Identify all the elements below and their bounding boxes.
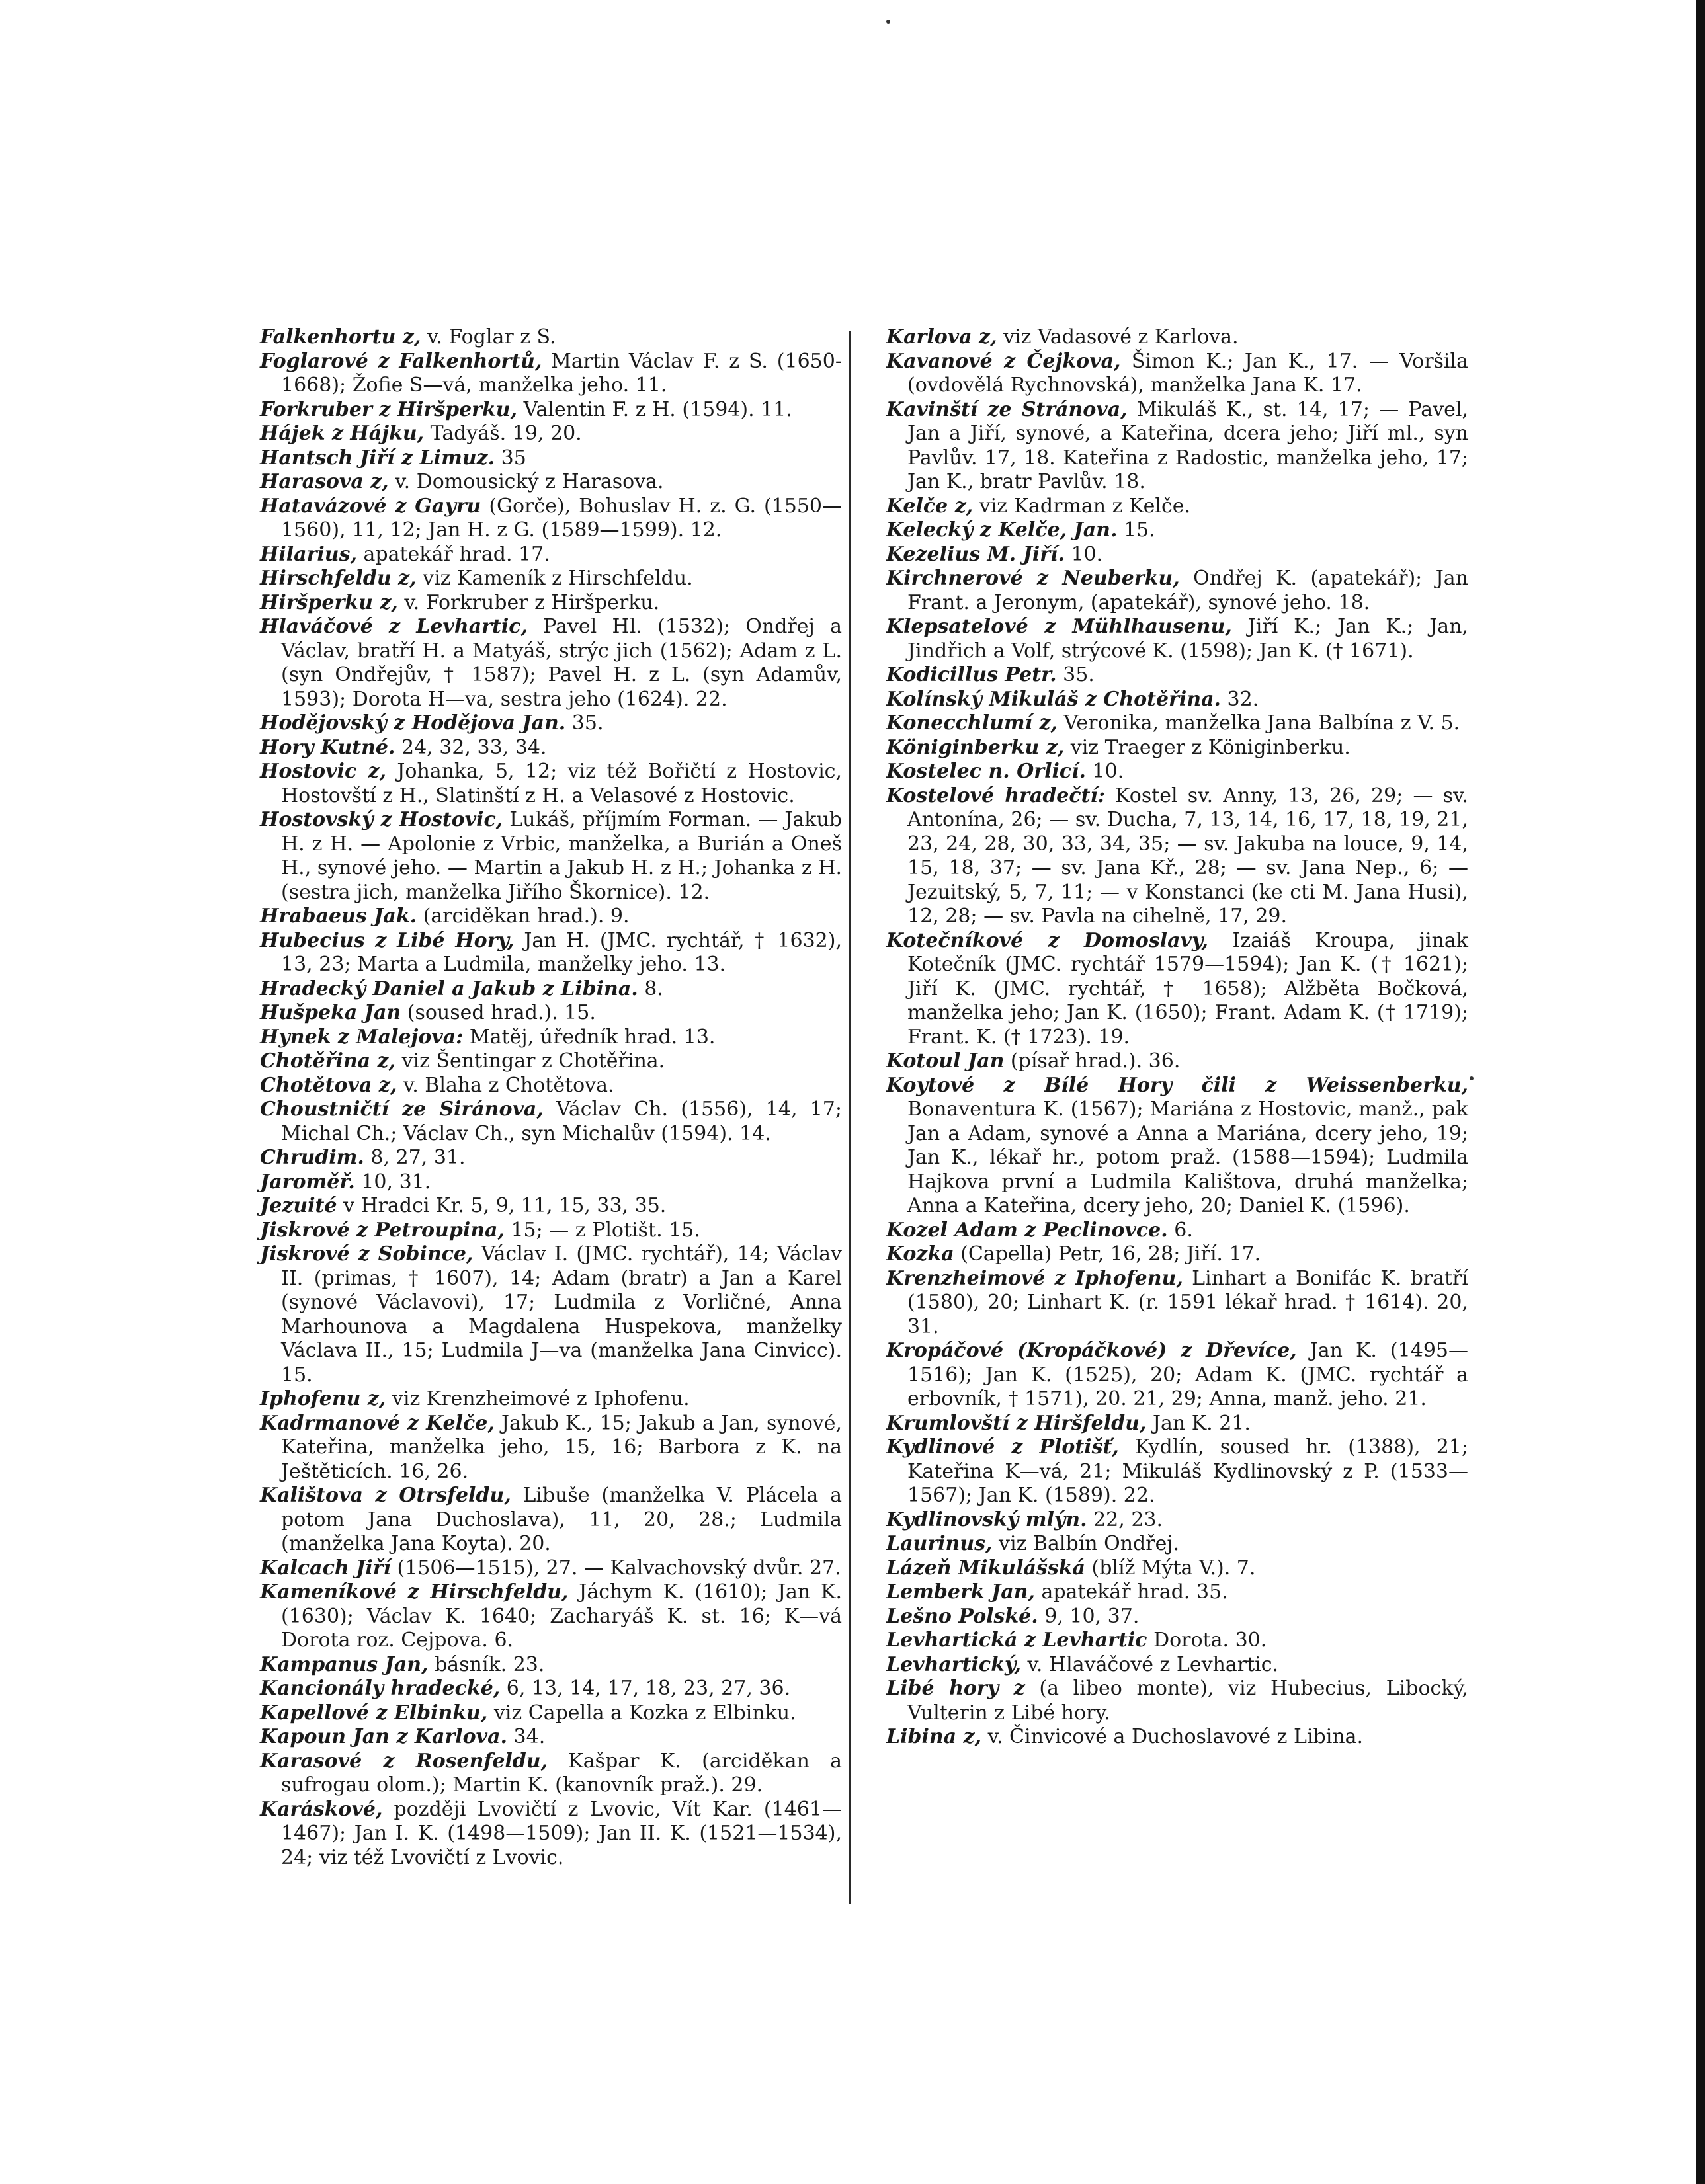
index-entry — [260, 1026, 842, 1050]
entry-heading: Hubecius z Libé Hory, — [260, 928, 515, 952]
entry-text: 24, 32, 33, 34. — [395, 735, 547, 759]
entry-heading: Kozka — [886, 1242, 954, 1266]
entry-text: 10. — [1086, 760, 1124, 783]
entry-heading: Kancionály hradecké, — [260, 1677, 501, 1700]
entry-text: viz Šentingar z Chotěřina. — [395, 1049, 665, 1072]
entry-text: (blíž Mýta V.). 7. — [1085, 1556, 1256, 1580]
entry-heading: Kelecký z Kelče, Jan. — [886, 518, 1118, 542]
entry-text: viz Capella a Kozka z Elbinku. — [487, 1701, 796, 1724]
entry-heading: Kolínský Mikuláš z Chotěřina. — [886, 687, 1221, 711]
entry-heading: Hostovský z Hostovic, — [260, 808, 503, 831]
entry-text: (soused hrad.). 15. — [401, 1001, 596, 1024]
index-entry — [260, 1242, 842, 1387]
entry-text: 10, 31. — [354, 1170, 431, 1193]
entry-heading: Hory Kutné. — [260, 735, 395, 759]
index-entry — [886, 567, 1468, 615]
index-entry — [260, 1074, 842, 1098]
index-entry — [886, 1049, 1468, 1074]
column-divider — [849, 331, 851, 1904]
entry-heading: Hilarius, — [260, 542, 357, 566]
index-entry — [260, 615, 842, 711]
entry-text: viz Vadasové z Karlova. — [997, 325, 1239, 348]
entry-text: v. Foglar z S. — [421, 325, 556, 348]
entry-text: Jiří K.; Jan K.; Jan, Jindřich a Volf, strýcové K. (1598); Jan K. († 1671). — [907, 615, 1468, 663]
index-entry — [886, 615, 1468, 663]
entry-heading: Hájek z Hájku, — [260, 422, 425, 445]
entry-heading: Kezelius M. Jiří. — [886, 542, 1065, 566]
entry-text: 15. — [1117, 518, 1155, 542]
index-entry — [260, 495, 842, 543]
entry-text: (písař hrad.). 36. — [1004, 1049, 1181, 1072]
entry-heading: Kozel Adam z Peclinovce. — [886, 1218, 1168, 1242]
entry-text: později Lvovičtí z Lvovic, Vít Kar. (1461—1467); Jan I. K. (1498—1509); Jan II. K. (1521—1534), 24; viz též Lvovičtí z Lvovic. — [281, 1797, 842, 1869]
entry-heading: Kavinští ze Stránova, — [886, 397, 1128, 421]
entry-text: Valentin F. z H. (1594). 11. — [517, 397, 792, 421]
index-entry — [886, 543, 1468, 567]
entry-text: 35 — [495, 446, 526, 469]
index-entry — [886, 1653, 1468, 1678]
index-entry — [260, 1677, 842, 1701]
entry-text: Bonaventura K. (1567); Mariána z Hostovic, manž., pak Jan a Adam, synové a Anna a Mariána, dcery jeho, 19; Jan K., lékař hr., potom praž. (1588—1594); Ludmila Hajkova první a Ludmila Kalištova, druhá manželka; Anna a Kateřina, dcery jeho, 20; Daniel K. (1596). — [907, 1098, 1468, 1217]
entry-text: Ondřej K. (apatekář); Jan Frant. a Jeronym, (apatekář), synové jeho. 18. — [907, 567, 1468, 614]
index-entry — [260, 760, 842, 808]
index-entry — [260, 736, 842, 760]
entry-text: 15; — z Plotišt. 15. — [504, 1218, 700, 1242]
index-entry — [260, 1750, 842, 1798]
index-entry — [260, 1580, 842, 1653]
index-entry — [260, 1798, 842, 1871]
entry-heading: Jezuité — [260, 1194, 337, 1217]
entry-text: Mikuláš K., st. 14, 17; — Pavel, Jan a Jiří, synové, a Kateřina, dcera jeho; Jiří ml., syn Pavlův. 17, 18. Kateřina z Radostic, manželka jeho, 17; Jan K., bratr Pavlův. 18. — [907, 397, 1468, 493]
index-entry — [886, 350, 1468, 398]
entry-text: 35. — [1056, 663, 1095, 686]
entry-text: Šimon K.; Jan K., 17. — Voršila (ovdovělá Rychnovská), manželka Jana K. 17. — [907, 349, 1469, 397]
index-entry — [260, 1653, 842, 1678]
index-entry — [260, 711, 842, 736]
entry-text: Pavel Hl. (1532); Ondřej a Václav, bratří H. a Matyáš, strýc jich (1562); Adam z L. (syn Ondřejův, † 1587); Pavel H. z L. (syn Adamův, 1593); Dorota H—va, sestra jeho (1624). 22. — [281, 615, 843, 711]
entry-heading: Kodicillus Petr. — [886, 663, 1057, 686]
index-entry — [260, 905, 842, 929]
entry-text: Martin Václav F. z S. (1650-1668); Žofie S—vá, manželka jeho. 11. — [281, 349, 842, 397]
index-entry — [886, 1725, 1468, 1750]
index-entry — [260, 1412, 842, 1484]
entry-heading: Libina z, — [886, 1725, 982, 1748]
index-entry — [886, 1219, 1468, 1243]
index-column-right — [886, 325, 1468, 1750]
index-entry — [886, 495, 1468, 519]
entry-text: Jan K. 21. — [1146, 1411, 1251, 1435]
index-entry — [886, 784, 1468, 929]
index-entry — [260, 1219, 842, 1243]
entry-heading: Forkruber z Hiršperku, — [260, 397, 518, 421]
entry-heading: Iphofenu z, — [260, 1387, 386, 1410]
index-entry — [886, 929, 1468, 1050]
entry-text: 10. — [1064, 542, 1103, 566]
entry-heading: Karlova z, — [886, 325, 997, 348]
entry-text: Lukáš, příjmím Forman. — Jakub H. z H. — Apolonie z Vrbic, manželka, a Burián a Oneš H., synové jeho. — Martin a Jakub H. z H.; Johanka z H. (sestra jich, manželka Jiřího Škornice). 12. — [281, 808, 843, 904]
index-entry — [260, 422, 842, 446]
index-entry — [260, 1170, 842, 1195]
index-entry — [886, 1412, 1468, 1436]
entry-heading: Falkenhortu z, — [260, 325, 421, 348]
index-entry — [886, 1629, 1468, 1653]
entry-text: apatekář hrad. 35. — [1034, 1580, 1228, 1603]
entry-heading: Kavanové z Čejkova, — [886, 349, 1121, 373]
entry-heading: Hradecký Daniel a Jakub z Libina. — [260, 977, 638, 1000]
entry-text: Jan K. (1495—1516); Jan K. (1525), 20; Adam K. (JMC. rychtář a erbovník, † 1571), 20. 21, 29; Anna, manž. jeho. 21. — [907, 1339, 1468, 1410]
index-entry — [260, 1557, 842, 1581]
entry-text: viz Balbín Ondřej. — [992, 1532, 1180, 1555]
entry-text: Václav Ch. (1556), 14, 17; Michal Ch.; Václav Ch., syn Michalův (1594). 14. — [281, 1098, 842, 1145]
entry-heading: Hrabaeus Jak. — [260, 905, 417, 928]
entry-heading: Lešno Polské. — [886, 1604, 1038, 1628]
entry-heading: Kostelové hradečtí: — [886, 784, 1105, 807]
entry-heading: Krenzheimové z Iphofenu, — [886, 1266, 1183, 1290]
entry-text: 8. — [638, 977, 663, 1000]
entry-heading: Kydlinové z Plotišť, — [886, 1436, 1119, 1459]
entry-text: v. Forkruber z Hiršperku. — [397, 590, 660, 614]
index-entry — [260, 808, 842, 905]
index-entry — [260, 398, 842, 423]
entry-heading: Karasové z Rosenfeldu, — [260, 1749, 548, 1773]
entry-text: viz Kadrman z Kelče. — [973, 494, 1191, 518]
entry-heading: Kelče z, — [886, 494, 974, 518]
index-entry — [886, 325, 1468, 350]
index-entry — [260, 1098, 842, 1146]
entry-text: básník. 23. — [428, 1652, 545, 1676]
entry-heading: Hantsch Jiří z Limuz. — [260, 446, 495, 469]
entry-heading: Kostelec n. Orlicí. — [886, 760, 1086, 783]
entry-text: Izaiáš Kroupa, jinak Kotečník (JMC. rychtář 1579—1594); Jan K. († 1621); Jiří K. (JMC. rychtář, † 1658); Alžběta Bočková, manželka jeho; Jan K. (1650); Frant. Adam K. († 1719); Frant. K. († 1723). 19. — [907, 928, 1468, 1049]
entry-heading: Kotečníkové z Domoslavy, — [886, 928, 1208, 952]
entry-text: 22, 23. — [1087, 1508, 1163, 1531]
entry-text: Tadyáš. 19, 20. — [424, 422, 582, 445]
index-entry — [886, 1580, 1468, 1605]
index-entry — [886, 1677, 1468, 1725]
index-entry — [886, 663, 1468, 688]
index-entry — [260, 591, 842, 616]
entry-heading: Hodějovský z Hodějova Jan. — [260, 711, 566, 735]
entry-heading: Kropáčové (Kropáčkové) z Dřevíce, — [886, 1339, 1297, 1362]
index-entry — [886, 1532, 1468, 1557]
entry-heading: Foglarové z Falkenhortů, — [260, 349, 542, 373]
entry-heading: Hostovic z, — [260, 760, 386, 783]
index-entry — [886, 736, 1468, 760]
entry-text: (arciděkan hrad.). 9. — [417, 905, 630, 928]
entry-heading: Konecchlumí z, — [886, 711, 1058, 735]
entry-text: Matěj, úředník hrad. 13. — [463, 1025, 716, 1049]
entry-heading: Kameníkové z Hirschfeldu, — [260, 1580, 569, 1603]
index-entry — [260, 350, 842, 398]
entry-heading: Laurinus, — [886, 1532, 993, 1555]
index-entry — [886, 688, 1468, 712]
entry-heading: Kalcach Jiří — [260, 1556, 391, 1580]
entry-heading: Koytové z Bílé Hory čili z Weissenberku, — [886, 1073, 1468, 1097]
entry-text: Václav I. (JMC. rychtář), 14; Václav II. (primas, † 1607), 14; Adam (bratr) a Jan a Karel (synové Václavovi), 17; Ludmila z Vorličné, Anna Marhounova a Magdalena Huspekova, manželky Václava II., 15; Ludmila J—va (manželka Jana Cinvicc). 15. — [281, 1242, 842, 1387]
index-entry — [260, 470, 842, 495]
entry-heading: Kapoun Jan z Karlova. — [260, 1725, 507, 1748]
entry-text: Kostel sv. Anny, 13, 26, 29; — sv. Antonína, 26; — sv. Ducha, 7, 13, 14, 16, 17, 18, 19, 21, 23, 24, 28, 30, 33, 34, 35; — sv. Jakuba na louce, 9, 14, 15, 18, 37; — sv. Jana Kř., 28; — sv. Jana Nep., 6; — Jezuitský, 5, 7, 11; — v Konstanci (ke cti M. Jana Husi), 12, 28; — sv. Pavla na cihelně, 17, 29. — [907, 784, 1469, 928]
entry-text: Kydlín, soused hr. (1388), 21; Kateřina K—vá, 21; Mikuláš Kydlinovský z P. (1533—1567); Jan K. (1589). 22. — [907, 1436, 1469, 1507]
entry-heading: Libé hory z — [886, 1677, 1025, 1700]
entry-heading: Kadrmanové z Kelče, — [260, 1411, 495, 1435]
index-entry — [886, 1508, 1468, 1533]
entry-text: v Hradci Kr. 5, 9, 11, 15, 33, 35. — [337, 1194, 667, 1217]
speck-mark — [1470, 1076, 1474, 1080]
entry-text: 8, 27, 31. — [364, 1146, 466, 1169]
entry-heading: Kotoul Jan — [886, 1049, 1005, 1072]
entry-heading: Chotětova z, — [260, 1073, 397, 1097]
entry-heading: Königinberku z, — [886, 735, 1065, 759]
index-entry — [886, 711, 1468, 736]
entry-text: (Capella) Petr, 16, 28; Jiří. 17. — [954, 1242, 1261, 1266]
index-entry — [260, 1701, 842, 1726]
entry-text: Libuše (manželka V. Plácela a potom Jana Duchoslava), 11, 20, 28.; Ludmila (manželka Jana Koyta). 20. — [281, 1484, 842, 1555]
index-entry — [886, 1557, 1468, 1581]
index-entry — [886, 1242, 1468, 1267]
entry-text: v. Domousický z Harasova. — [388, 470, 664, 493]
index-entry — [886, 1339, 1468, 1412]
index-entry — [260, 543, 842, 567]
entry-heading: Kirchnerové z Neuberku, — [886, 567, 1180, 590]
entry-heading: Hlaváčové z Levhartic, — [260, 615, 528, 638]
index-entry — [886, 1074, 1468, 1219]
entry-text: Jáchym K. (1610); Jan K. (1630); Václav K. 1640; Zacharyáš K. st. 16; K—vá Dorota roz. Cejpova. 6. — [281, 1580, 842, 1652]
entry-heading: Levhartická z Levhartic — [886, 1629, 1147, 1652]
index-entry — [260, 1387, 842, 1412]
entry-heading: Hirschfeldu z, — [260, 567, 417, 590]
entry-text: apatekář hrad. 17. — [356, 542, 550, 566]
entry-heading: Kapellové z Elbinku, — [260, 1701, 488, 1724]
entry-heading: Jiskrové z Sobince, — [260, 1242, 474, 1266]
entry-heading: Chotěřina z, — [260, 1049, 396, 1072]
entry-text: viz Traeger z Königinberku. — [1064, 735, 1351, 759]
entry-heading: Hiršperku z, — [260, 590, 398, 614]
entry-heading: Krumlovští z Hiršfeldu, — [886, 1411, 1147, 1435]
entry-heading: Kydlinovský mlýn. — [886, 1508, 1087, 1531]
entry-text: viz Krenzheimové z Iphofenu. — [386, 1387, 690, 1410]
entry-text: Johanka, 5, 12; viz též Bořičtí z Hostovic, Hostovští z H., Slatinští z H. a Velasové z Hostovic. — [281, 760, 842, 807]
index-entry — [260, 325, 842, 350]
entry-heading: Jiskrové z Petroupina, — [260, 1218, 505, 1242]
index-entry — [260, 1001, 842, 1026]
entry-text: (a libeo monte), viz Hubecius, Libocký, Vulterin z Libé hory. — [907, 1677, 1468, 1724]
index-entry — [260, 929, 842, 977]
index-column-left — [260, 325, 842, 1870]
index-entry — [886, 398, 1468, 495]
index-entry — [260, 977, 842, 1002]
entry-heading: Hatavázové z Gayru — [260, 494, 481, 518]
entry-text: 35. — [565, 711, 604, 735]
index-entry — [886, 760, 1468, 784]
index-entry — [260, 446, 842, 471]
entry-heading: Choustničtí ze Siránova, — [260, 1098, 544, 1121]
entry-heading: Jaroměř. — [260, 1170, 355, 1193]
speck-mark — [886, 20, 890, 24]
entry-text: 34. — [507, 1725, 546, 1748]
index-entry — [260, 1049, 842, 1074]
entry-heading: Hynek z Malejova: — [260, 1025, 464, 1049]
entry-text: Jan H. (JMC. rychtář, † 1632), 13, 23; Marta a Ludmila, manželky jeho. 13. — [281, 928, 843, 976]
index-entry — [260, 567, 842, 591]
entry-heading: Klepsatelové z Mühlhausenu, — [886, 615, 1232, 638]
entry-heading: Kampanus Jan, — [260, 1652, 429, 1676]
entry-heading: Levhartický, — [886, 1652, 1021, 1676]
entry-heading: Lázeň Mikulášská — [886, 1556, 1085, 1580]
index-entry — [886, 1605, 1468, 1629]
entry-heading: Karáskové, — [260, 1797, 383, 1821]
index-entry — [260, 1725, 842, 1750]
entry-heading: Hušpeka Jan — [260, 1001, 401, 1024]
entry-heading: Harasova z, — [260, 470, 389, 493]
entry-text: 6. — [1167, 1218, 1193, 1242]
entry-heading: Chrudim. — [260, 1146, 364, 1169]
entry-heading: Kalištova z Otrsfeldu, — [260, 1484, 511, 1507]
entry-text: Linhart a Bonifác K. bratří (1580), 20; Linhart K. (r. 1591 lékař hrad. † 1614). 20, 31. — [907, 1266, 1468, 1338]
index-entry — [886, 1436, 1468, 1508]
entry-heading: Lemberk Jan, — [886, 1580, 1035, 1603]
entry-text: v. Hlaváčové z Levhartic. — [1020, 1652, 1279, 1676]
entry-text: (1506—1515), 27. — Kalvachovský dvůr. 27. — [390, 1556, 841, 1580]
entry-text: 6, 13, 14, 17, 18, 23, 27, 36. — [500, 1677, 791, 1700]
page-edge-shadow — [1696, 0, 1705, 2184]
index-entry — [886, 518, 1468, 543]
index-entry — [260, 1146, 842, 1170]
entry-text: (Gorče), Bohuslav H. z. G. (1550—1560), 11, 12; Jan H. z G. (1589—1599). 12. — [281, 494, 843, 542]
index-entry — [886, 1267, 1468, 1340]
index-entry — [260, 1194, 842, 1219]
entry-text: Kašpar K. (arciděkan a sufrogau olom.); Martin K. (kanovník praž.). 29. — [281, 1749, 842, 1797]
entry-text: Jakub K., 15; Jakub a Jan, synové, Kateřina, manželka jeho, 15, 16; Barbora z K. na Ještěticích. 16, 26. — [281, 1411, 842, 1483]
index-entry — [260, 1484, 842, 1557]
entry-text: v. Činvicové a Duchoslavové z Libina. — [981, 1725, 1364, 1748]
entry-text: Veronika, manželka Jana Balbína z V. 5. — [1057, 711, 1460, 735]
entry-text: Dorota. 30. — [1147, 1629, 1267, 1652]
entry-text: 32. — [1220, 687, 1259, 711]
entry-text: 9, 10, 37. — [1038, 1604, 1140, 1628]
entry-text: v. Blaha z Chotětova. — [397, 1073, 614, 1097]
entry-text: viz Kameník z Hirschfeldu. — [416, 567, 693, 590]
